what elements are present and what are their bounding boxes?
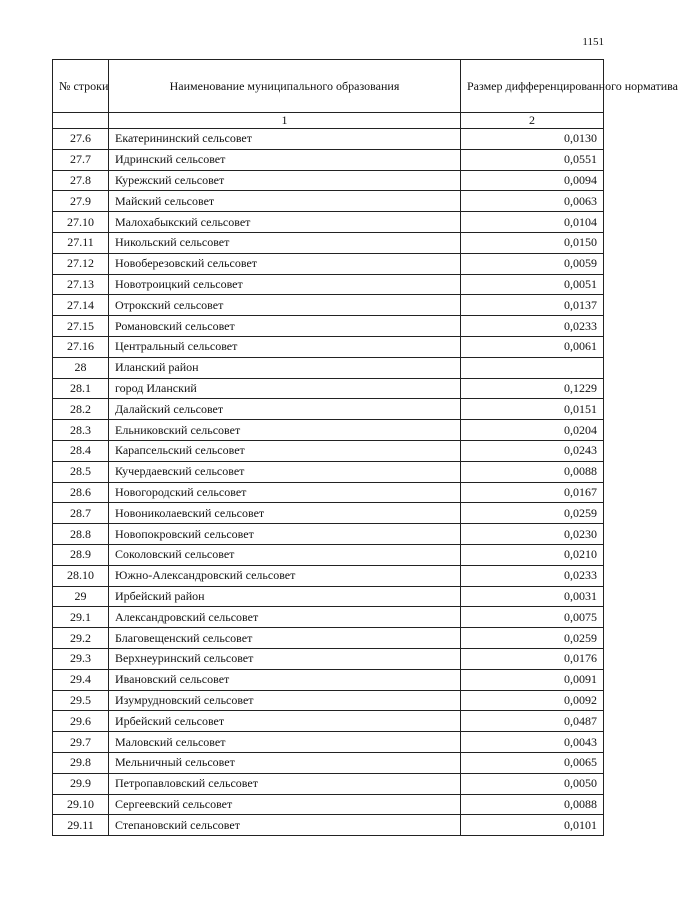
municipality-name: Южно-Александровский сельсовет xyxy=(109,565,461,586)
row-number: 28.5 xyxy=(53,461,109,482)
table-row xyxy=(53,232,604,253)
municipality-name: Иланский район xyxy=(109,357,461,378)
table-row xyxy=(53,628,604,649)
table-row xyxy=(53,773,604,794)
normative-value: 0,0130 xyxy=(461,129,604,150)
normative-value: 0,0059 xyxy=(461,253,604,274)
row-number: 27.14 xyxy=(53,295,109,316)
table-row xyxy=(53,711,604,732)
normative-value: 0,0210 xyxy=(461,544,604,565)
row-number: 29.1 xyxy=(53,607,109,628)
column-index-empty xyxy=(53,113,109,129)
table-row xyxy=(53,565,604,586)
column-index-row xyxy=(53,113,604,129)
table-row xyxy=(53,316,604,337)
municipality-name: Верхнеуринский сельсовет xyxy=(109,648,461,669)
row-number: 28.6 xyxy=(53,482,109,503)
row-number: 27.10 xyxy=(53,212,109,233)
municipality-name: Мельничный сельсовет xyxy=(109,752,461,773)
municipality-name: Сергеевский сельсовет xyxy=(109,794,461,815)
row-number: 28.4 xyxy=(53,440,109,461)
municipality-name: Степановский сельсовет xyxy=(109,815,461,836)
municipality-name: Центральный сельсовет xyxy=(109,336,461,357)
row-number: 29.7 xyxy=(53,732,109,753)
normative-value: 0,0487 xyxy=(461,711,604,732)
row-number: 27.6 xyxy=(53,129,109,150)
row-number: 29.10 xyxy=(53,794,109,815)
row-number: 27.16 xyxy=(53,336,109,357)
municipality-name: Александровский сельсовет xyxy=(109,607,461,628)
table-row xyxy=(53,253,604,274)
row-number: 27.9 xyxy=(53,191,109,212)
page-number: 1151 xyxy=(582,36,604,48)
normative-value: 0,0061 xyxy=(461,336,604,357)
table-row xyxy=(53,461,604,482)
table-row xyxy=(53,336,604,357)
table-row xyxy=(53,690,604,711)
normative-value: 0,0031 xyxy=(461,586,604,607)
normative-value: 0,0088 xyxy=(461,794,604,815)
normative-value: 0,0204 xyxy=(461,420,604,441)
table-row xyxy=(53,170,604,191)
row-number: 29.9 xyxy=(53,773,109,794)
table-row xyxy=(53,586,604,607)
table-row xyxy=(53,794,604,815)
municipality-name: Новопокровский сельсовет xyxy=(109,524,461,545)
normative-value: 0,0091 xyxy=(461,669,604,690)
column-index-value: 2 xyxy=(461,113,604,129)
table-row xyxy=(53,815,604,836)
table-row xyxy=(53,274,604,295)
municipality-name: Новониколаевский сельсовет xyxy=(109,503,461,524)
municipality-name: Ельниковский сельсовет xyxy=(109,420,461,441)
row-number: 29.8 xyxy=(53,752,109,773)
normative-value: 0,0092 xyxy=(461,690,604,711)
row-number: 28.10 xyxy=(53,565,109,586)
normative-value: 0,0051 xyxy=(461,274,604,295)
table-row xyxy=(53,503,604,524)
row-number: 27.11 xyxy=(53,232,109,253)
normative-value: 0,0104 xyxy=(461,212,604,233)
normative-value: 0,0065 xyxy=(461,752,604,773)
municipality-name: Отрокский сельсовет xyxy=(109,295,461,316)
municipality-name: Новотроицкий сельсовет xyxy=(109,274,461,295)
row-number: 29.2 xyxy=(53,628,109,649)
row-number: 28.2 xyxy=(53,399,109,420)
table-row xyxy=(53,357,604,378)
row-number: 29 xyxy=(53,586,109,607)
normative-value xyxy=(461,357,604,378)
normative-value: 0,0230 xyxy=(461,524,604,545)
row-number: 28.1 xyxy=(53,378,109,399)
municipality-name: Никольский сельсовет xyxy=(109,232,461,253)
municipality-name: Далайский сельсовет xyxy=(109,399,461,420)
table-row xyxy=(53,212,604,233)
normative-value: 0,0259 xyxy=(461,628,604,649)
column-index-name: 1 xyxy=(109,113,461,129)
row-number: 29.3 xyxy=(53,648,109,669)
municipality-name: Идринский сельсовет xyxy=(109,149,461,170)
table-row xyxy=(53,295,604,316)
municipality-name: Новоберезовский сельсовет xyxy=(109,253,461,274)
municipality-name: Майский сельсовет xyxy=(109,191,461,212)
row-number: 27.12 xyxy=(53,253,109,274)
normative-value: 0,0233 xyxy=(461,565,604,586)
table-row xyxy=(53,752,604,773)
row-number: 27.15 xyxy=(53,316,109,337)
table-row xyxy=(53,669,604,690)
municipality-name: Новогородский сельсовет xyxy=(109,482,461,503)
table-row xyxy=(53,399,604,420)
table-row xyxy=(53,544,604,565)
normative-value: 0,0176 xyxy=(461,648,604,669)
table-row xyxy=(53,420,604,441)
normative-value: 0,0043 xyxy=(461,732,604,753)
normative-value: 0,1229 xyxy=(461,378,604,399)
row-number: 29.5 xyxy=(53,690,109,711)
normative-value: 0,0101 xyxy=(461,815,604,836)
row-number: 28.7 xyxy=(53,503,109,524)
normative-value: 0,0150 xyxy=(461,232,604,253)
row-number: 28 xyxy=(53,357,109,378)
row-number: 28.3 xyxy=(53,420,109,441)
municipality-name: Маловский сельсовет xyxy=(109,732,461,753)
normative-value: 0,0088 xyxy=(461,461,604,482)
municipality-name: Курежский сельсовет xyxy=(109,170,461,191)
normative-table xyxy=(52,59,678,836)
normative-value: 0,0050 xyxy=(461,773,604,794)
header-municipality-name: Наименование муниципального образования xyxy=(109,60,461,113)
normative-value: 0,0063 xyxy=(461,191,604,212)
municipality-name: Благовещенский сельсовет xyxy=(109,628,461,649)
row-number: 29.11 xyxy=(53,815,109,836)
table-body xyxy=(53,129,604,836)
municipality-name: город Иланский xyxy=(109,378,461,399)
normative-value: 0,0259 xyxy=(461,503,604,524)
normative-value: 0,0551 xyxy=(461,149,604,170)
row-number: 28.9 xyxy=(53,544,109,565)
normative-value: 0,0151 xyxy=(461,399,604,420)
municipality-name: Петропавловский сельсовет xyxy=(109,773,461,794)
normative-value: 0,0094 xyxy=(461,170,604,191)
normative-value: 0,0075 xyxy=(461,607,604,628)
municipality-name: Карапсельский сельсовет xyxy=(109,440,461,461)
row-number: 29.6 xyxy=(53,711,109,732)
normative-value: 0,0233 xyxy=(461,316,604,337)
header-normative-size: Размер дифференцированного норматива xyxy=(461,60,604,113)
table-row xyxy=(53,524,604,545)
municipality-name: Ивановский сельсовет xyxy=(109,669,461,690)
row-number: 28.8 xyxy=(53,524,109,545)
table-row xyxy=(53,482,604,503)
table-row xyxy=(53,607,604,628)
normative-value: 0,0137 xyxy=(461,295,604,316)
normative-value: 0,0167 xyxy=(461,482,604,503)
municipality-name: Ирбейский сельсовет xyxy=(109,711,461,732)
row-number: 27.7 xyxy=(53,149,109,170)
municipality-name: Романовский сельсовет xyxy=(109,316,461,337)
municipality-name: Ирбейский район xyxy=(109,586,461,607)
municipality-name: Кучердаевский сельсовет xyxy=(109,461,461,482)
municipality-name: Малохабыкский сельсовет xyxy=(109,212,461,233)
table-row xyxy=(53,378,604,399)
table-row xyxy=(53,129,604,150)
municipality-name: Изумрудновский сельсовет xyxy=(109,690,461,711)
table-row xyxy=(53,191,604,212)
table-row xyxy=(53,732,604,753)
municipality-name: Соколовский сельсовет xyxy=(109,544,461,565)
table-row xyxy=(53,440,604,461)
header-row-number: № строки xyxy=(53,60,109,113)
row-number: 29.4 xyxy=(53,669,109,690)
normative-value: 0,0243 xyxy=(461,440,604,461)
table-row xyxy=(53,648,604,669)
table-row xyxy=(53,149,604,170)
row-number: 27.8 xyxy=(53,170,109,191)
municipality-name: Екатерининский сельсовет xyxy=(109,129,461,150)
header-row xyxy=(53,60,604,113)
row-number: 27.13 xyxy=(53,274,109,295)
